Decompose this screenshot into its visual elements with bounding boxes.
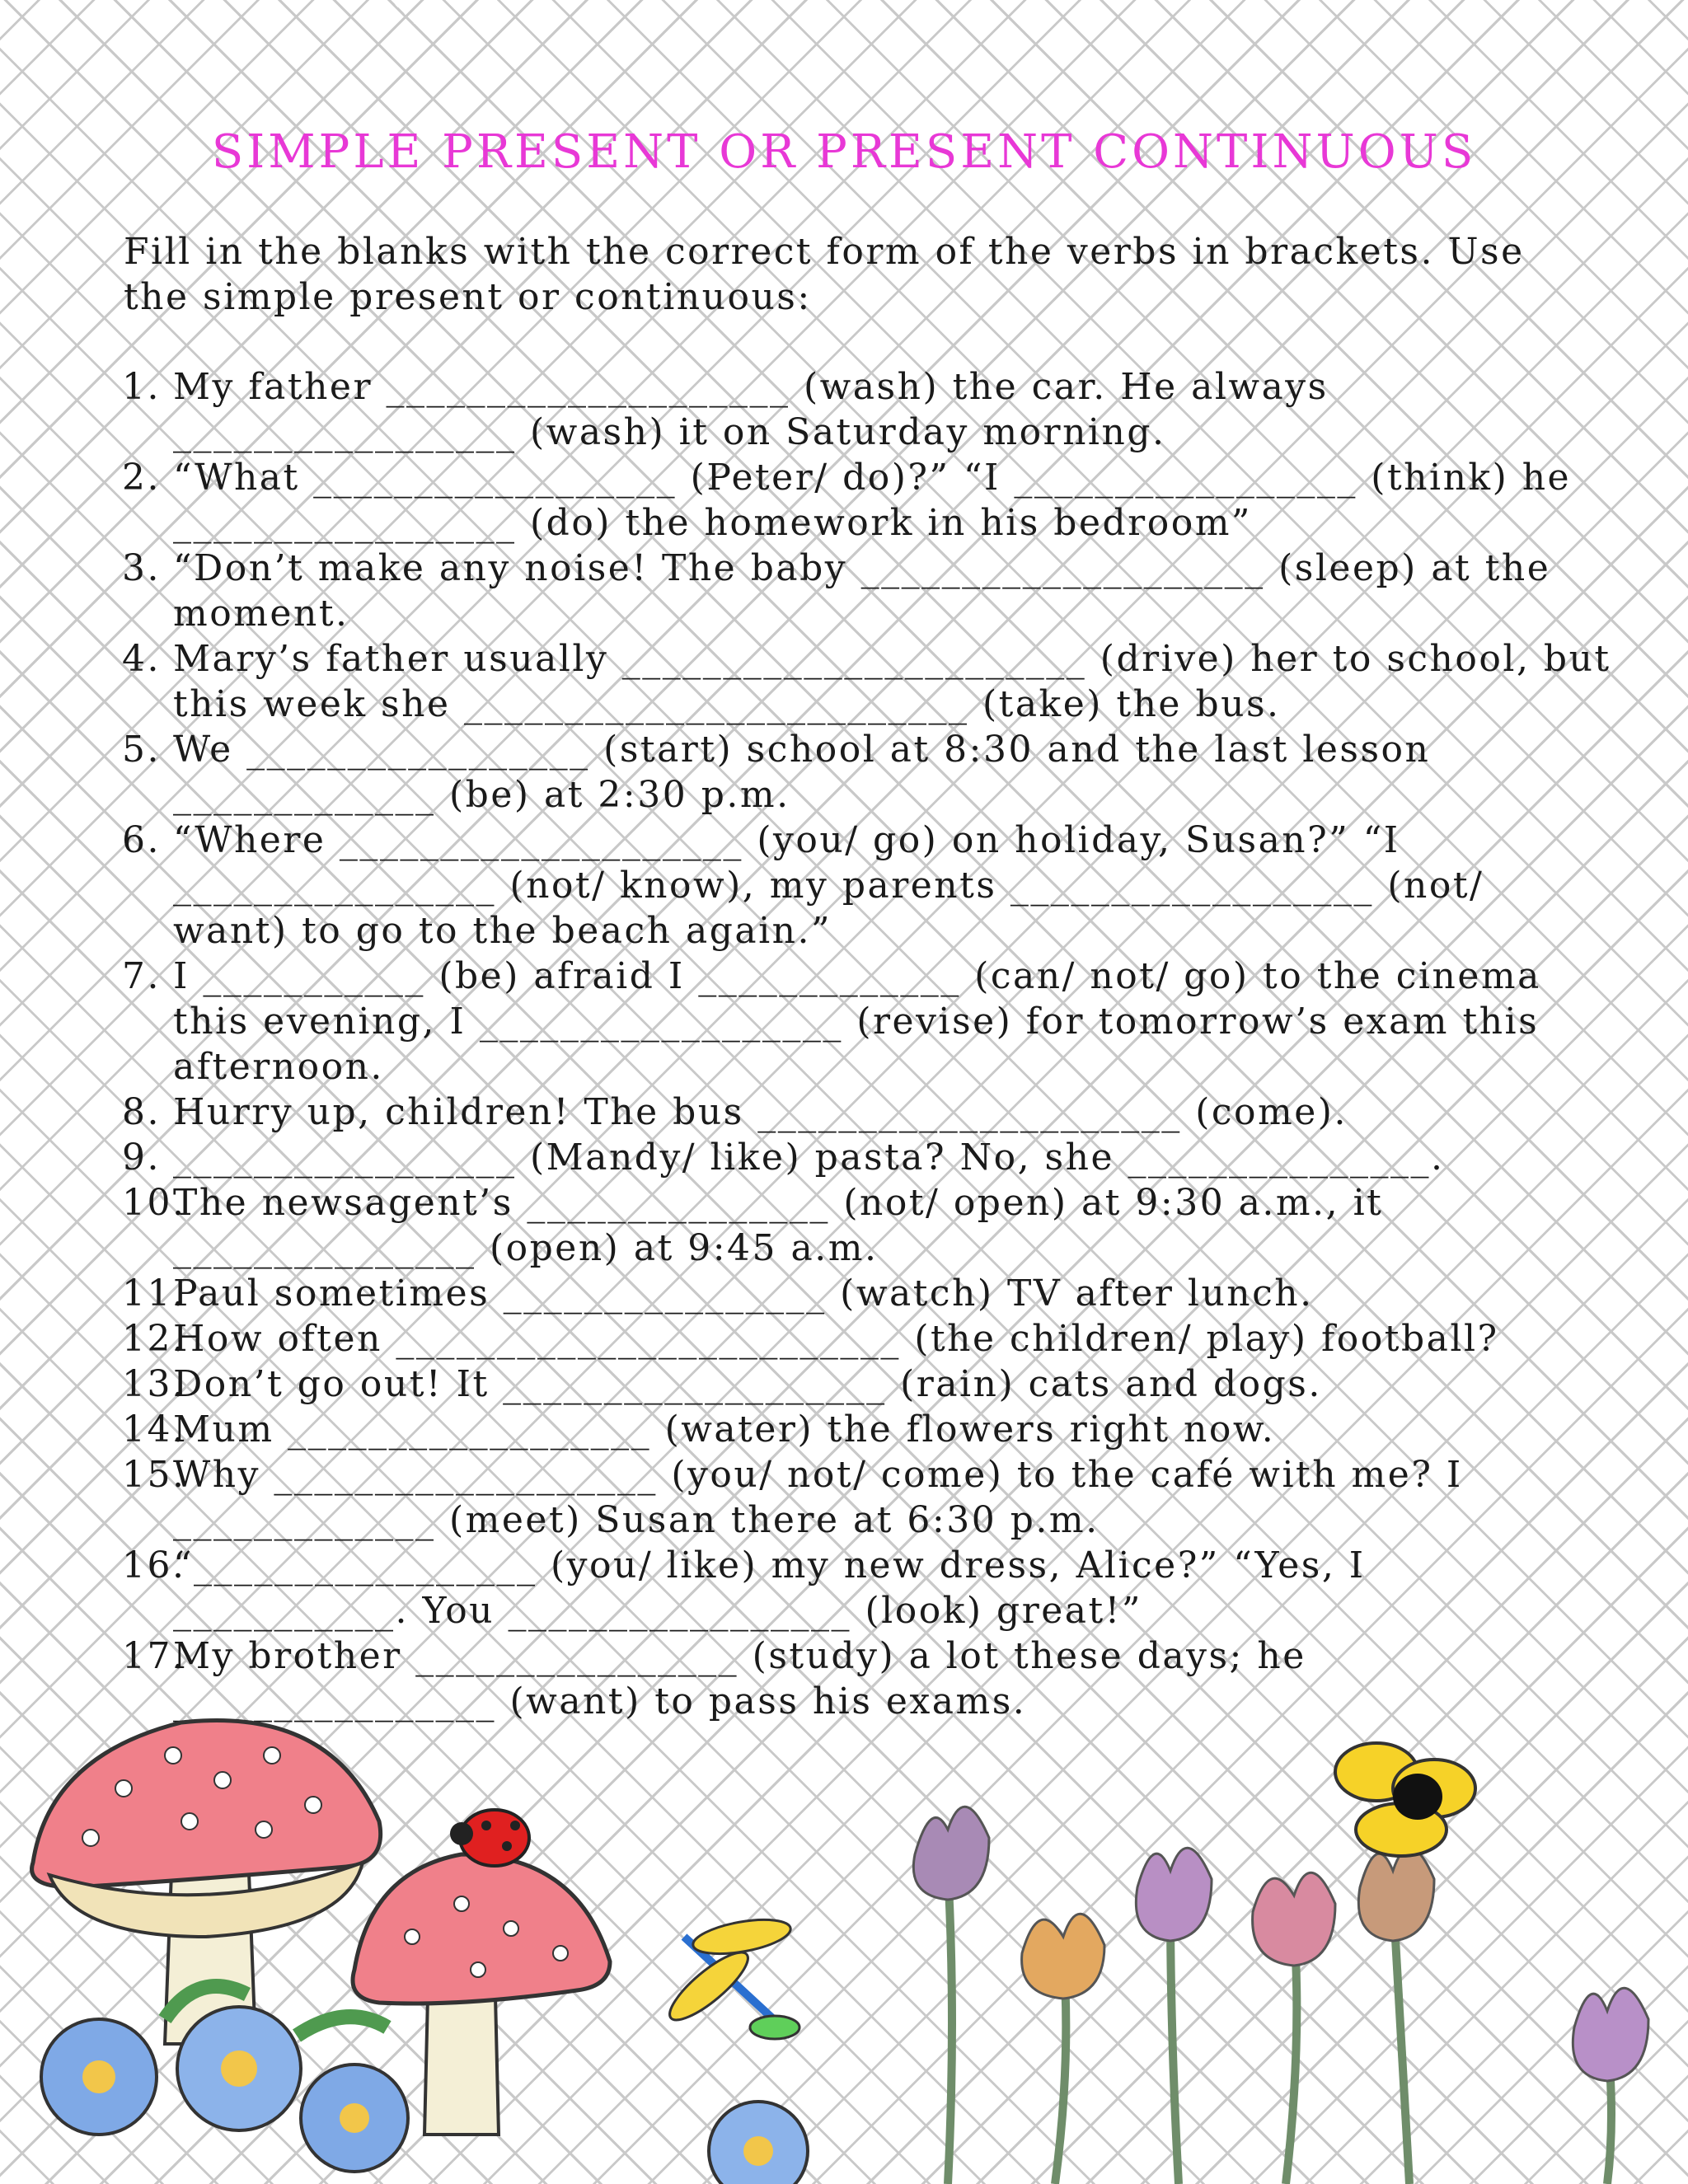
exercise-item <box>122 455 1630 546</box>
exercise-text: Paul sometimes ________________ (watch) TV after lunch. <box>173 1272 1314 1315</box>
exercise-text: Mum __________________ (water) the flowers right now. <box>173 1408 1276 1451</box>
exercise-item <box>122 1135 1630 1180</box>
exercise-item <box>122 954 1630 1090</box>
mushroom-icon <box>32 1721 381 2045</box>
exercise-item <box>122 1180 1630 1271</box>
exercise-text: Hurry up, children! The bus _____________________ (come). <box>173 1091 1348 1133</box>
exercise-number: 14. <box>122 1408 186 1451</box>
exercise-number: 4. <box>122 638 161 680</box>
exercise-number: 1. <box>122 366 161 408</box>
exercise-text: Mary’s father usually _______________________ (drive) her to school, but this week she _________________________ (take) the bus. <box>173 638 1611 725</box>
exercise-item <box>122 1271 1630 1316</box>
exercise-text: “What __________________ (Peter/ do)?” “I _________________ (think) he _________________ (do) the homework in his bedroom” <box>173 457 1572 544</box>
exercise-text: Why ___________________ (you/ not/ come) to the café with me? I _____________ (meet) Susan there at 6:30 p.m. <box>173 1454 1463 1541</box>
exercise-number: 12. <box>122 1318 186 1360</box>
exercise-number: 13. <box>122 1363 186 1405</box>
exercise-item <box>122 546 1630 636</box>
instructions: Fill in the blanks with the correct form of the verbs in brackets. Use the simple present or continuous: <box>124 231 1525 318</box>
exercise-number: 3. <box>122 547 161 589</box>
exercise-number: 8. <box>122 1091 161 1133</box>
exercise-item <box>122 1407 1630 1452</box>
exercise-text: _________________ (Mandy/ like) pasta? No, she _______________. <box>173 1137 1445 1179</box>
exercise-text: Don’t go out! It ___________________ (rain) cats and dogs. <box>173 1363 1322 1405</box>
garden-illustration <box>0 1690 1688 2184</box>
exercise-text: “_________________ (you/ like) my new dress, Alice?” “Yes, I ___________. You _________________ (look) great!” <box>173 1544 1366 1632</box>
exercise-number: 2. <box>122 457 161 499</box>
exercise-number: 9. <box>122 1137 161 1179</box>
exercise-item <box>122 1361 1630 1407</box>
exercise-text: My father ____________________ (wash) the car. He always _________________ (wash) it on Saturday morning. <box>173 366 1329 453</box>
exercise-number: 6. <box>122 819 161 861</box>
exercise-item <box>122 818 1630 954</box>
exercise-text: I ___________ (be) afraid I _____________ (can/ not/ go) to the cinema this evening, I __________________ (revise) for tomorrow’s exam this afternoon. <box>173 955 1541 1088</box>
exercise-item <box>122 1316 1630 1361</box>
exercise-number: 16. <box>122 1544 186 1586</box>
exercise-item <box>122 1452 1630 1543</box>
exercise-text: “Don’t make any noise! The baby ____________________ (sleep) at the moment. <box>173 547 1551 635</box>
exercise-number: 17. <box>122 1635 186 1677</box>
exercise-item <box>122 636 1630 727</box>
bee-icon <box>1335 1743 1475 1856</box>
exercise-list <box>122 364 1630 1724</box>
page-title: SIMPLE PRESENT OR PRESENT CONTINUOUS <box>211 125 1477 179</box>
exercise-item <box>122 1543 1630 1633</box>
exercise-text: How often _________________________ (the children/ play) football? <box>173 1318 1499 1360</box>
exercise-item <box>122 1090 1630 1135</box>
exercise-text: My brother ________________ (study) a lot these days; he ________________ (want) to pass his exams. <box>173 1635 1306 1722</box>
exercise-number: 15. <box>122 1454 186 1496</box>
exercise-item <box>122 364 1630 455</box>
tulips-icon <box>913 1807 1648 2184</box>
exercise-number: 11. <box>122 1272 186 1315</box>
exercise-number: 5. <box>122 729 161 771</box>
exercise-number: 10. <box>122 1182 186 1224</box>
exercise-text: The newsagent’s _______________ (not/ open) at 9:30 a.m., it _______________ (open) at 9:45 a.m. <box>173 1182 1384 1269</box>
exercise-text: We _________________ (start) school at 8:30 and the last lesson _____________ (be) at 2:30 p.m. <box>173 729 1431 816</box>
dragonfly-icon <box>661 1914 799 2039</box>
exercise-item <box>122 727 1630 818</box>
exercise-text: “Where ____________________ (you/ go) on holiday, Susan?” “I ________________ (not/ know), my parents __________________ (not/ want) to go to the beach again.” <box>173 819 1484 952</box>
exercise-number: 7. <box>122 955 161 997</box>
